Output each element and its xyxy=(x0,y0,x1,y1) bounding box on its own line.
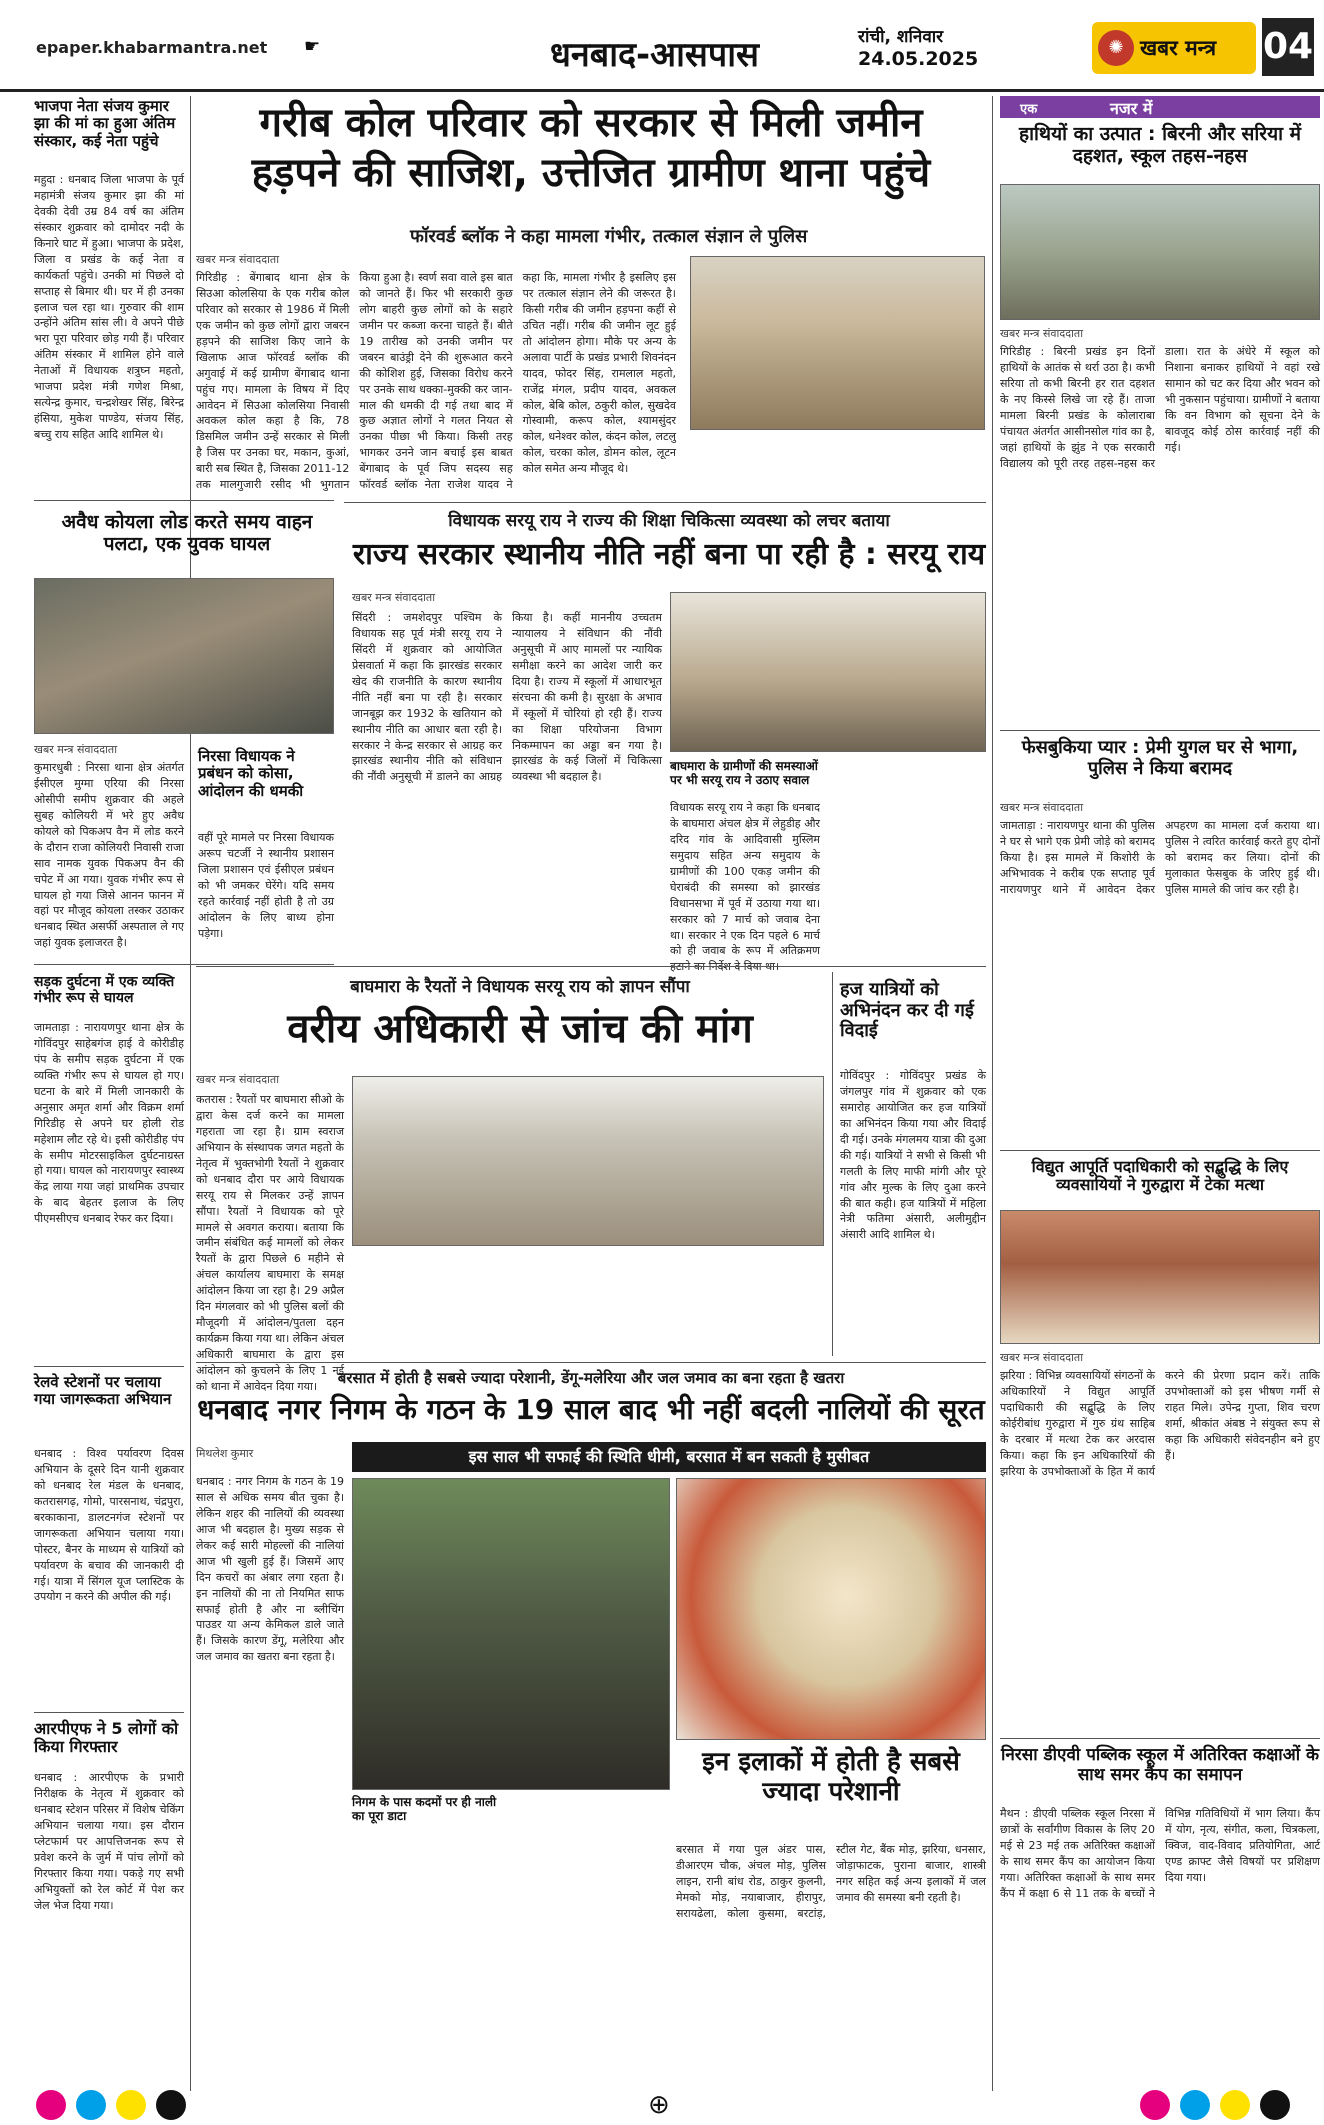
registration-mark-icon xyxy=(116,2090,146,2120)
divider xyxy=(344,502,986,503)
kicker-bar xyxy=(1000,96,1320,118)
divider xyxy=(34,1712,184,1713)
byline: खबर मन्त्र संवाददाता xyxy=(196,253,280,266)
edition-date: 24.05.2025 xyxy=(858,48,979,70)
mosquito-photo xyxy=(676,1478,986,1740)
story-headline: राज्य सरकार स्थानीय नीति नहीं बना पा रही है : सरयू राय xyxy=(352,537,986,572)
column-rule xyxy=(832,972,833,1356)
drain-photo xyxy=(352,1478,670,1790)
lead-headline-line1: गरीब कोल परिवार को सरकार से मिली जमीन xyxy=(259,100,923,146)
story-body: गिरिडीह : बिरनी प्रखंड इन दिनों हाथियों के आतंक से थर्रा उठा है। कभी सरिया तो कभी बिरनी हर रात दहशत के नए किस्से लिखे जा रहे हैं। ताजा मामला बिरनी प्रखंड के कोलाराबा पंचायत अंतर्गत आसीनसोल गांव का है, जहां हाथियों के झुंड ने एक सरकारी विद्यालय को पूरी तरह तहस-नहस कर डाला। रात के अंधेरे में स्कूल को निशाना बनाकर हाथियों ने वहां रखे सामान को चट कर दिया और भवन को भी नुकसान पहुंचाया। ग्रामीणों ने बताया कि वन विभाग को सूचना देने के बावजूद कोई ठोस कार्रवाई नहीं की गई। xyxy=(1000,345,1320,470)
story-body: धनबाद : आरपीएफ के प्रभारी निरीक्षक के नेतृत्व में शुक्रवार को धनबाद स्टेशन परिसर में विशेष चेकिंग अभियान चलाया गया। इस दौरान प्लेटफार्म पर आपत्तिजनक रूप से प्रवेश करने के जुर्म में पांच लोगों को गिरफ्तार किया गया। पकड़े गए सभी अभियुक्तों को रेल कोर्ट में पेश कर जेल भेज दिया गया। xyxy=(34,1771,184,1912)
story-body: जामताड़ा : नारायणपुर थाना क्षेत्र के गोविंदपुर साहेबगंज हाई वे कोरीडीह पंप के समीप सड़क दुर्घटना में एक व्यक्ति गंभीर रूप से घायल हो गए। घटना के बारे में मिली जानकारी के अनुसार अमृत शर्मा और विक्रम शर्मा गिरिडीह से अपने घर होली रोड महेशाम लौट रहे थे। इसी कोरीडीह पंप के समीप मोटरसाइकिल दुर्घटनाग्रस्त हो गया। घायल को नारायणपुर स्वास्थ्य केंद्र लाया गया जहां प्राथमिक उपचार के बाद बेहतर इलाज के लिए पीएमसीएच धनबाद रेफर कर दिया। xyxy=(34,1021,184,1226)
story-kicker: बरसात में होती है सबसे ज्यादा परेशानी, डेंगू-मलेरिया और जल जमाव का बना रहता है खतरा xyxy=(337,1369,845,1387)
story-headline: फेसबुकिया प्यार : प्रेमी युगल घर से भागा, पुलिस ने किया बरामद xyxy=(1021,737,1299,779)
divider xyxy=(1000,1738,1320,1739)
continued-text xyxy=(352,1254,824,1354)
story-headline: रेलवे स्टेशनों पर चलाया गया जागरूकता अभियान xyxy=(34,1373,172,1409)
lead-body-b xyxy=(690,436,985,496)
story-body: धनबाद : नगर निगम के गठन के 19 साल से अधिक समय बीत चुका है। लेकिन शहर की नालियों की व्यवस्था आज भी बदहाल है। मुख्य सड़क से लेकर कई सारी मोहल्लों की नालियां आज भी खुली हुई हैं। जिसमें आए दिन कचरों का अंबार लगा रहता है। इन नालियों की ना तो नियमित साफ सफाई होती है और ना ब्लीचिंग पाउडर या अन्य केमिकल डाले जाते हैं। जिसके कारण डेंगू, मलेरिया और जल जमाव का खतरा बना रहता है। xyxy=(196,1475,344,1664)
column-rule xyxy=(992,96,993,2091)
registration-mark-icon xyxy=(1180,2090,1210,2120)
story-body: सिंदरी : जमशेदपुर पश्चिम के विधायक सह पूर्व मंत्री सरयू राय ने सिंदरी में शुक्रवार को आयोजित प्रेसवार्ता में कहा कि झारखंड सरकार खेद की राजनीति के कारण स्थानीय नीति नहीं बना पा रही है। सरकार जानबूझ कर 1932 के खतियान को स्थानीय नीति का आधार बता रही है। सरकार ने केन्द्र सरकार से आग्रह कर झारखंड स्थानीय नीति को संविधान की नौंवी अनुसूची में डालने का आग्रह किया है। कहीं माननीय उच्चतम न्यायालय ने संविधान की नौंवी अनुसूची में आए मामलों पर न्यायिक समीक्षा करने का आदेश जारी कर दिया है। राज्य में स्कूलों में आधारभूत संरचना की कमी है। सुरक्षा के अभाव में स्कूलों में चोरियां हो रही हैं। राज्य का शिक्षा परियोजना विभाग निकम्मापन का अड्डा बन गया है। झारखंड के कई जिलों में चिकित्सा व्यवस्था भी बदहाल है। xyxy=(352,611,662,784)
story-body: गोविंदपुर : गोविंदपुर प्रखंड के जंगलपुर गांव में शुक्रवार को एक समारोह आयोजित कर हज यात्रियों का अभिनंदन किया गया और विदाई दी गई। उनके मंगलमय यात्रा की दुआ की गई। यात्रियों ने सभी से किसी भी गलती के लिए माफी मांगी और पूरे गांव और मुल्क के लिए दुआ करने की बात कही। हज यात्रियों में महिला नेत्री फतिमा अंसारी, अलीमुद्दीन अंसारी आदि शामिल थे। xyxy=(840,1069,986,1242)
story-body: महुदा : धनबाद जिला भाजपा के पूर्व महामंत्री संजय कुमार झा की मां देवकी देवी उम्र 84 वर्ष का अंतिम संस्कार शुक्रवार को दामोदर नदी के किनारे घाट में हुआ। भाजपा के प्रदेश, जिला व प्रखंड के कई नेता व कार्यकर्ता पहुंचे। उनकी मां पिछले दो सप्ताह से बिमार थी। घर में ही उनका इलाज चल रहा था। गुरुवार की शाम उन्होंने अंतिम सांस ली। वे अपने पीछे भरा पूरा परिवार छोड़ गयी हैं। परिवार अंतिम संस्कार में शामिल होने वाले नेताओं में विधायक शत्रुघ्न महतो, भाजपा प्रदेश मंत्री गणेश मिश्रा, सत्येन्द्र कुमार, चन्द्रशेखर सिंह, बिरेन्द्र हंसिया, मुकेश पाण्डेय, संजय सिंह, बच्चु राय सहित आदि शामिल थे। xyxy=(34,173,184,441)
continued-text xyxy=(830,760,986,960)
registration-mark-icon xyxy=(156,2090,186,2120)
story-headline: विद्युत आपूर्ति पदाधिकारी को सद्बुद्धि के लिए व्यवसायियों ने गुरुद्वारा में टेका मत्था xyxy=(1031,1157,1289,1195)
city-day: रांची, शनिवार xyxy=(858,27,944,47)
story-headline: हाथियों का उत्पात : बिरनी और सरिया में दहशत, स्कूल तहस-नहस xyxy=(1019,123,1301,167)
lead-body-a: गिरिडीह : बेंगाबाद थाना क्षेत्र के सिउआ कोलसिया के एक गरीब कोल परिवार को सरकार से 1986 में मिली एक जमीन को कुछ लोगों द्वारा जबरन हड़पने की साजिश किए जाने के खिलाफ आज फॉरवर्ड ब्लॉक की अगुवाई में कई ग्रामीण बेंगाबाद थाना पहुंच गए। मामला के विषय में दिए आवेदन में सिउआ कोलसिया निवासी अवकल कोल कहा है कि, 78 डिसमिल जमीन उन्हें सरकार से मिली है जिस पर उनका घर, मकान, कुआं, बारी सब स्थित है, जिसका 2011-12 तक मालगुजारी रसीद भी भुगतान किया हुआ है। स्वर्ण सवा वाले इस बात को जानते हैं। फिर भी सरकारी कुछ लोग बाहरी कुछ लोगों को के सहारे जमीन पर कब्जा करना चाहते हैं। बीते 19 तारीख को उनकी जमीन पर जबरन बाउंड्री देने की शुरूआत करने की कोशिश हुई, जिसका विरोध करने पर उनके साथ धक्का-मुक्की कर जान-माल की धमकी दी गई तथा बाद में कुछ अज्ञात लोगों ने गलत नियत से उनका पीछा भी किया। किसी तरह भागकर उनने जान बचाई इस बाबत बेंगाबाद के पूर्व जिप सदस्य सह फॉरवर्ड ब्लॉक नेता राजेश यादव ने कहा कि, मामला गंभीर है इसलिए इस पर तत्काल संज्ञान लेने की जरूरत है। किसी गरीब की जमीन हड़पना कहीं से उचित नहीं। गरीब की जमीन लूट हुई तो आंदोलन होगा। मौके पर अन्य के अलावा पार्टी के प्रखंड प्रभारी शिवनंदन यादव, फोदर सिंह, रामलाल महतो, राजेंद्र मंगल, प्रदीप यादव, अवकल कोल, बेबि कोल, ठकुरी कोल, सुखदेव गोस्वामी, करूप कोल, श्यामसुंदर कोल, धनेश्वर कोल, कंदन कोल, लटलु कोल, चरका कोल, डोमन कोल, लूटन कोल समेत अन्य मौजूद थे। xyxy=(196,271,676,492)
divider xyxy=(34,1366,184,1367)
divider xyxy=(1000,730,1320,731)
kicker-tag: एक xyxy=(1020,102,1038,117)
story-body: धनबाद : विश्व पर्यावरण दिवस अभियान के दूसरे दिन यानी शुक्रवार को धनबाद रेल मंडल के धनबाद, कतरासगढ़, गोमो, पारसनाथ, चंद्रपुरा, बरकाकाना, डालटनगंज स्टेशनों पर जागरूकता अभियान चलाया गया। पोस्टर, बैनर के माध्यम से यात्रियों को पर्यावरण के बचाव की जानकारी दी गई। यात्रा में सिंगल यूज प्लास्टिक के उपयोग न करने की अपील की गई। xyxy=(34,1447,184,1604)
school-damage-photo xyxy=(1000,184,1320,320)
byline: खबर मन्त्र संवाददाता xyxy=(1000,1351,1084,1364)
byline: खबर मन्त्र संवाददाता xyxy=(352,591,436,604)
divider xyxy=(1000,1150,1320,1151)
story-body: झरिया : विभिन्न व्यवसायियों संगठनों के अधिकारियों ने विद्युत आपूर्ति पदाधिकारी की सद्बुद्धि के लिए कोईरीबांध गुरुद्वारा में गुरु ग्रंथ साहिब के दरबार में मत्था टेक कर अरदास किया। कहा कि इन अधिकारियों की झरिया के उपभोक्ताओं के हित में कार्य करने की प्रेरणा प्रदान करें। ताकि उपभोक्ताओं को इस भीषण गर्मी से राहत मिले। उपेन्द्र गुप्ता, शिव चरण शर्मा, श्रीकांत अंबष्ठ ने संयुक्त रूप से कहा कि अधिकारी संवेदनहीन बने हुए हैं। xyxy=(1000,1369,1320,1478)
story-body: मैथन : डीएवी पब्लिक स्कूल निरसा में छात्रों के सर्वांगीण विकास के लिए 20 मई से 23 मई तक अतिरिक्त कक्षाओं के साथ समर कैंप का आयोजन किया गया। अतिरिक्त कक्षाओं के साथ समर कैंप में कक्षा 6 से 11 तक के बच्चों ने विभिन्न गतिविधियों में भाग लिया। कैंप में योग, नृत्य, संगीत, कला, चित्रकला, क्विज, वाद-विवाद प्रतियोगिता, आर्ट एण्ड क्राफ्ट जैसे विषयों पर प्रशिक्षण दिया गया। xyxy=(1000,1807,1320,1900)
lead-headline-line2: हड़पने की साजिश, उत्तेजित ग्रामीण थाना पहुंचे xyxy=(251,150,931,196)
villagers-photo xyxy=(690,256,985,430)
byline: खबर मन्त्र संवाददाता xyxy=(1000,801,1084,814)
column-rule xyxy=(190,96,191,2091)
logo-icon: ✺ xyxy=(1098,30,1134,66)
byline: खबर मन्त्र संवाददाता xyxy=(196,1073,280,1086)
story-headline: भाजपा नेता संजय कुमार झा की मां का हुआ अंतिम संस्कार, कई नेता पहुंचे xyxy=(34,97,176,150)
story-headline: निरसा डीएवी पब्लिक स्कूल में अतिरिक्त कक्षाओं के साथ समर कैंप का समापन xyxy=(1000,1745,1320,1785)
registration-mark-icon xyxy=(1260,2090,1290,2120)
story-headline: सड़क दुर्घटना में एक व्यक्ति गंभीर रूप से घायल xyxy=(34,974,175,1007)
story-kicker: बाघमारा के रैयतों ने विधायक सरयू राय को ज्ञापन सौंपा xyxy=(350,977,690,997)
story-headline: अवैध कोयला लोड करते समय वाहन पलटा, एक युवक घायल xyxy=(61,511,313,555)
story-subheadline: निरसा विधायक ने प्रबंधन को कोसा, आंदोलन की धमकी xyxy=(198,747,304,800)
story-headline: वरीय अधिकारी से जांच की मांग xyxy=(287,1006,753,1052)
cursor-hand-icon: ☛ xyxy=(304,36,321,57)
continued-text xyxy=(352,1830,670,2074)
story-body: विधायक सरयू राय ने कहा कि धनबाद के बाघमारा अंचल क्षेत्र में लेहुडीह और दरिद गांव के आदिवासी मुस्लिम समुदाय सहित अन्य समुदाय के ग्रामीणों की 100 एकड़ जमीन की घेराबंदी की समस्या को झारखंड विधानसभा में पूर्व में उठाया गया था। सरकार को 7 मार्च को जवाब देना था। सरकार ने एक दिन पहले 6 मार्च को ही जवाब के रूप में अतिक्रमण xyxy=(670,801,820,958)
page-number: 04 xyxy=(1262,18,1314,76)
story-body: जामताड़ा : नारायणपुर थाना की पुलिस ने घर से भागे एक प्रेमी जोड़े को बरामद किया है। इस मामले में किशोरी के अभिभावक ने करीब एक सप्ताह पूर्व नारायणपुर थाने में आवेदन देकर अपहरण का मामला दर्ज कराया था। पुलिस ने त्वरित कार्रवाई करते हुए दोनों को बरामद कर लिया। दोनों की मुलाकात फेसबुक के जरिए हुई थी। पुलिस मामले की जांच कर रही है। xyxy=(1000,819,1320,896)
story-headline: हज यात्रियों को अभिनंदन कर दी गई विदाई xyxy=(840,979,974,1042)
registration-mark-icon xyxy=(1220,2090,1250,2120)
story-body: बरसात में गया पुल अंडर पास, डीआरएम चौक, अंचल मोड़, पुलिस लाइन, रानी बांध रोड, ठाकुर कुलनी, मेमको मोड़, नयाबाजार, हीरापुर, सरायढेला, कोला कुसमा, बरटांड़, स्टील गेट, बैंक मोड़, झरिया, धनसार, जोड़ाफाटक, पुराना बाजार, शास्त्री नगर सहित कई अन्य इलाकों में जल जमाव की समस्या बनी रहती है। xyxy=(676,1843,986,1920)
lead-subheadline: फॉरवर्ड ब्लॉक ने कहा मामला गंभीर, तत्काल संज्ञान ले पुलिस xyxy=(410,226,808,247)
story-body: कतरास : रैयतों पर बाघमारा सीओ के द्वारा केस दर्ज करने का मामला गहराता जा रहा है। ग्राम स्वराज अभियान के संस्थापक जगत महतो के नेतृत्व में भुक्तभोगी रैयतों ने शुक्रवार को धनबाद दौरा पर आये विधायक सरयू राय से मिलकर उन्हें ज्ञापन सौंपा। रैयतों ने विधायक को पूरे मामले से अवगत कराया। बताया कि जमीन संबंधित कई मामलों को लेकर रैयतों के द्वारा पिछले 6 महीने से अंचल कार्यालय बाघमारा के समक्ष आंदोलन किया जा रहा है। 29 अप्रैल दिन मंगलवार को भी पुलिस बलों की मौजूदगी में आंदोलन/पुतला दहन कार्यक्रम किया गया था। लेकिन अंचल अधिकारी बाघमारा के द्वारा इस आंदोलन को कुचलने के लिए 1 नई को थाना में आवेदन दिया गया। xyxy=(196,1093,344,1393)
story-subheadline: बाघमारा के ग्रामीणों की समस्याओं पर भी सरयू राय ने उठाए सवाल xyxy=(670,759,818,787)
coal-truck-photo xyxy=(34,578,334,734)
registration-mark-icon xyxy=(1140,2090,1170,2120)
gurudwara-photo xyxy=(1000,1210,1320,1344)
section-title: धनबाद-आसपास xyxy=(550,35,759,75)
press-conference-photo xyxy=(670,592,986,752)
pull-headline: इन इलाकों में होती है सबसे ज्यादा परेशानी xyxy=(702,1747,960,1807)
crosshair-icon: ⊕ xyxy=(648,2090,670,2120)
story-subheadline: निगम के पास कदमों पर ही नाली का पूरा डाटा xyxy=(352,1795,497,1823)
story-headline: धनबाद नगर निगम के गठन के 19 साल बाद भी नहीं बदली नालियों की सूरत xyxy=(197,1393,985,1426)
byline: खबर मन्त्र संवाददाता xyxy=(1000,327,1084,340)
divider xyxy=(196,966,986,967)
epaper-url[interactable]: epaper.khabarmantra.net xyxy=(36,38,268,57)
divider xyxy=(196,1362,986,1363)
divider xyxy=(34,500,334,501)
story-body: कुमारधुबी : निरसा थाना क्षेत्र अंतर्गत ईसीएल मुग्मा एरिया की निरसा ओसीपी समीप शुक्रवार की अहले सुबह कोलियरी में भरे हुए अवैध कोयले को पिकअप वैन में लोड करने के दौरान राजा कोलियरी निवासी राजा साव नामक युवक पिकअप वैन की चपेट में आ गया। युवक गंभीर रूप से घायल हो गया जिसे आनन फानन में वहां पर मौजूद कोयला तस्कर उठाकर धनबाद स्थित असर्फी अस्पताल ले गए जहां युवक इलाजरत है। xyxy=(34,761,184,950)
registration-mark-icon xyxy=(36,2090,66,2120)
byline: खबर मन्त्र संवाददाता xyxy=(34,743,118,756)
story-headline: आरपीएफ ने 5 लोगों को किया गिरफ्तार xyxy=(34,1719,179,1757)
logo-text: खबर मन्त्र xyxy=(1140,36,1217,60)
registration-mark-icon xyxy=(76,2090,106,2120)
kicker-label: नजर में xyxy=(1110,99,1153,118)
byline: मिथलेश कुमार xyxy=(196,1447,254,1460)
story-banner: इस साल भी सफाई की स्थिति धीमी, बरसात में बन सकती है मुसीबत xyxy=(352,1442,986,1472)
divider xyxy=(34,964,334,965)
story-kicker: विधायक सरयू राय ने राज्य की शिक्षा चिकित्सा व्यवस्था को लचर बताया xyxy=(448,511,890,531)
memorandum-photo xyxy=(352,1076,824,1246)
story-body: वहीं पूरे मामले पर निरसा विधायक अरूप चटर्जी ने स्थानीय प्रशासन जिला प्रशासन एवं ईसीएल प्रबंधन को भी जमकर घेरेंगे। यदि समय रहते कार्रवाई नहीं होती है तो उग्र आंदोलन के लिए बाध्य होना पड़ेगा। xyxy=(198,831,334,940)
